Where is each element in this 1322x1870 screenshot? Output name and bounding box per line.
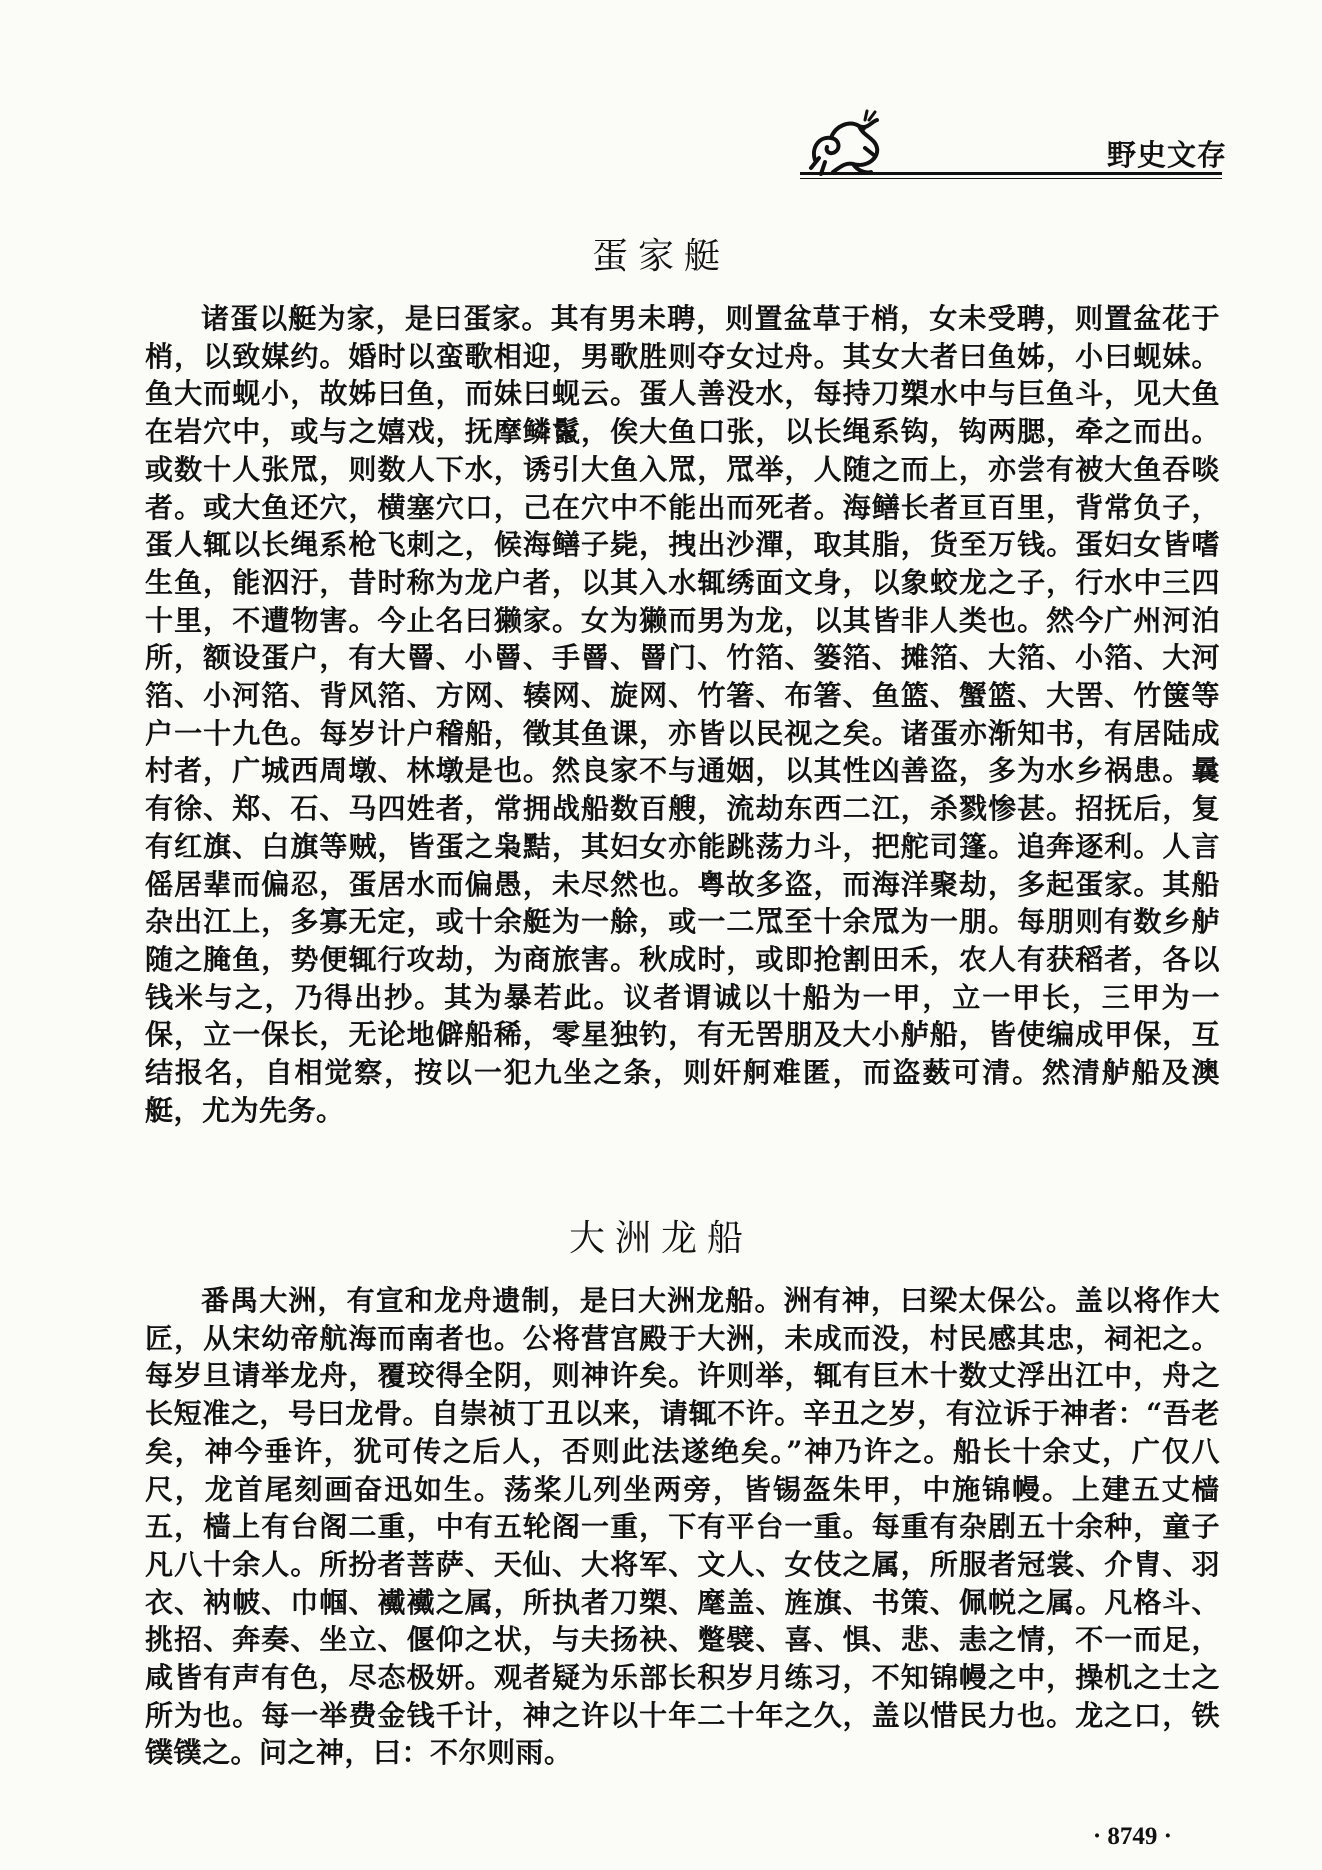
header-rule-thin xyxy=(800,178,1222,179)
section-body: 番禺大洲，有宣和龙舟遗制，是曰大洲龙船。洲有神，曰梁太保公。盖以将作大匠，从宋幼帝航海而南者也。公将营宫殿于大洲，未成而没，村民感其忠，祠祀之。每岁旦请举龙舟，覆珓得全阴，则神许矣。许则举，辄有巨木十数丈浮出江中，舟之长短准之，号曰龙骨。自崇祯丁丑以来，请辄不许。辛丑之岁，有泣诉于神者：“吾老矣，神今垂许，犹可传之后人，否则此法遂绝矣。”神乃许之。船长十余丈，广仅八尺，龙首尾刻画奋迅如生。荡桨儿列坐两旁，皆锡盔朱甲，中施锦幔。上建五丈樯五，樯上有台阁二重，中有五轮阁一重，下有平台一重。每重有杂剧五十余种，童子凡八十余人。所扮者菩萨、天仙、大将军、文人、女伎之属，所服者冠裳、介胄、羽衣、衲帔、巾帼、襶襶之属，所执者刀槊、麾盖、旌旗、书策、佩帨之属。凡格斗、挑招、奔奏、坐立、偃仰之状，与夫扬袂、蹩襞、喜、惧、悲、恚之情，不一而足，咸皆有声有色，尽态极妍。观者疑为乐部长积岁月练习，不知锦幔之中，操机之士之所为也。每一举费金钱千计，神之许以十年二十年之久，盖以惜民力也。龙之口，铁镤镤之。问之神，曰：不尔则雨。 xyxy=(145,1284,1220,1770)
page-number: · 8749 · xyxy=(1092,1823,1172,1850)
header-rule xyxy=(800,172,1222,175)
section-title: 大洲龙船 xyxy=(568,1218,753,1259)
section-body: 诸蛋以艇为家，是曰蛋家。其有男未聘，则置盆草于梢，女未受聘，则置盆花于梢，以致媒约。婚时以蛮歌相迎，男歌胜则夺女过舟。其女大者曰鱼姊，小曰蚬妹。鱼大而蚬小，故姊曰鱼，而妹曰蚬云。蛋人善没水，每持刀槊水中与巨鱼斗，见大鱼在岩穴中，或与之嬉戏，抚摩鳞鬣，俟大鱼口张，以长绳系钩，钩两腮，牵之而出。或数十人张罛，则数人下水，诱引大鱼入罛，罛举，人随之而上，亦尝有被大鱼吞啖者。或大鱼还穴，横塞穴口，己在穴中不能出而死者。海鳝长者亘百里，背常负子，蛋人辄以长绳系枪飞刺之，候海鳝子毙，拽出沙潬，取其脂，货至万钱。蛋妇女皆嗜生鱼，能泅汙，昔时称为龙户者，以其入水辄绣面文身，以象蛟龙之子，行水中三四十里，不遭物害。今止名曰獭家。女为獭而男为龙，以其皆非人类也。然今广州河泊所，额设蛋户，有大罾、小罾、手罾、罾门、竹箔、篓箔、摊箔、大箔、小箔、大河箔、小河箔、背风箔、方网、辏网、旋网、竹箸、布箸、鱼篮、蟹篮、大罟、竹箧等户一十九色。每岁计户稽船，徵其鱼课，亦皆以民视之矣。诸蛋亦渐知书，有居陆成村者，广城西周墩、林墩是也。然良家不与通姻，以其性凶善盗，多为水乡祸患。曩有徐、郑、石、马四姓者，常拥战船数百艘，流劫东西二江，杀戮惨甚。招抚后，复有红旗、白旗等贼，皆蛋之枭黠，其妇女亦能跳荡力斗，把舵司篷。追奔逐利。人言傜居辈而偏忍，蛋居水而偏愚，未尽然也。粤故多盗，而海洋聚劫，多起蛋家。其船杂出江上，多寡无定，或十余艇为一艅，或一二罛至十余罛为一朋。每朋则有数乡舻随之腌鱼，势便辄行攻劫，为商旅害。秋成时，或即抢割田禾，农人有获稻者，各以钱米与之，乃得出抄。其为暴若此。议者谓诚以十船为一甲，立一甲长，三甲为一保，立一保长，无论地僻船稀，零星独钓，有无罟朋及大小舻船，皆使编成甲保，互结报名，自相觉察，按以一犯九坐之条，则奸舸难匿，而盗薮可清。然清舻船及澳艇，尤为先务。 xyxy=(145,302,1220,1127)
section-title: 蛋家艇 xyxy=(591,236,730,277)
dragon-emblem-icon xyxy=(805,108,883,178)
series-title: 野史文存 xyxy=(1106,138,1227,172)
